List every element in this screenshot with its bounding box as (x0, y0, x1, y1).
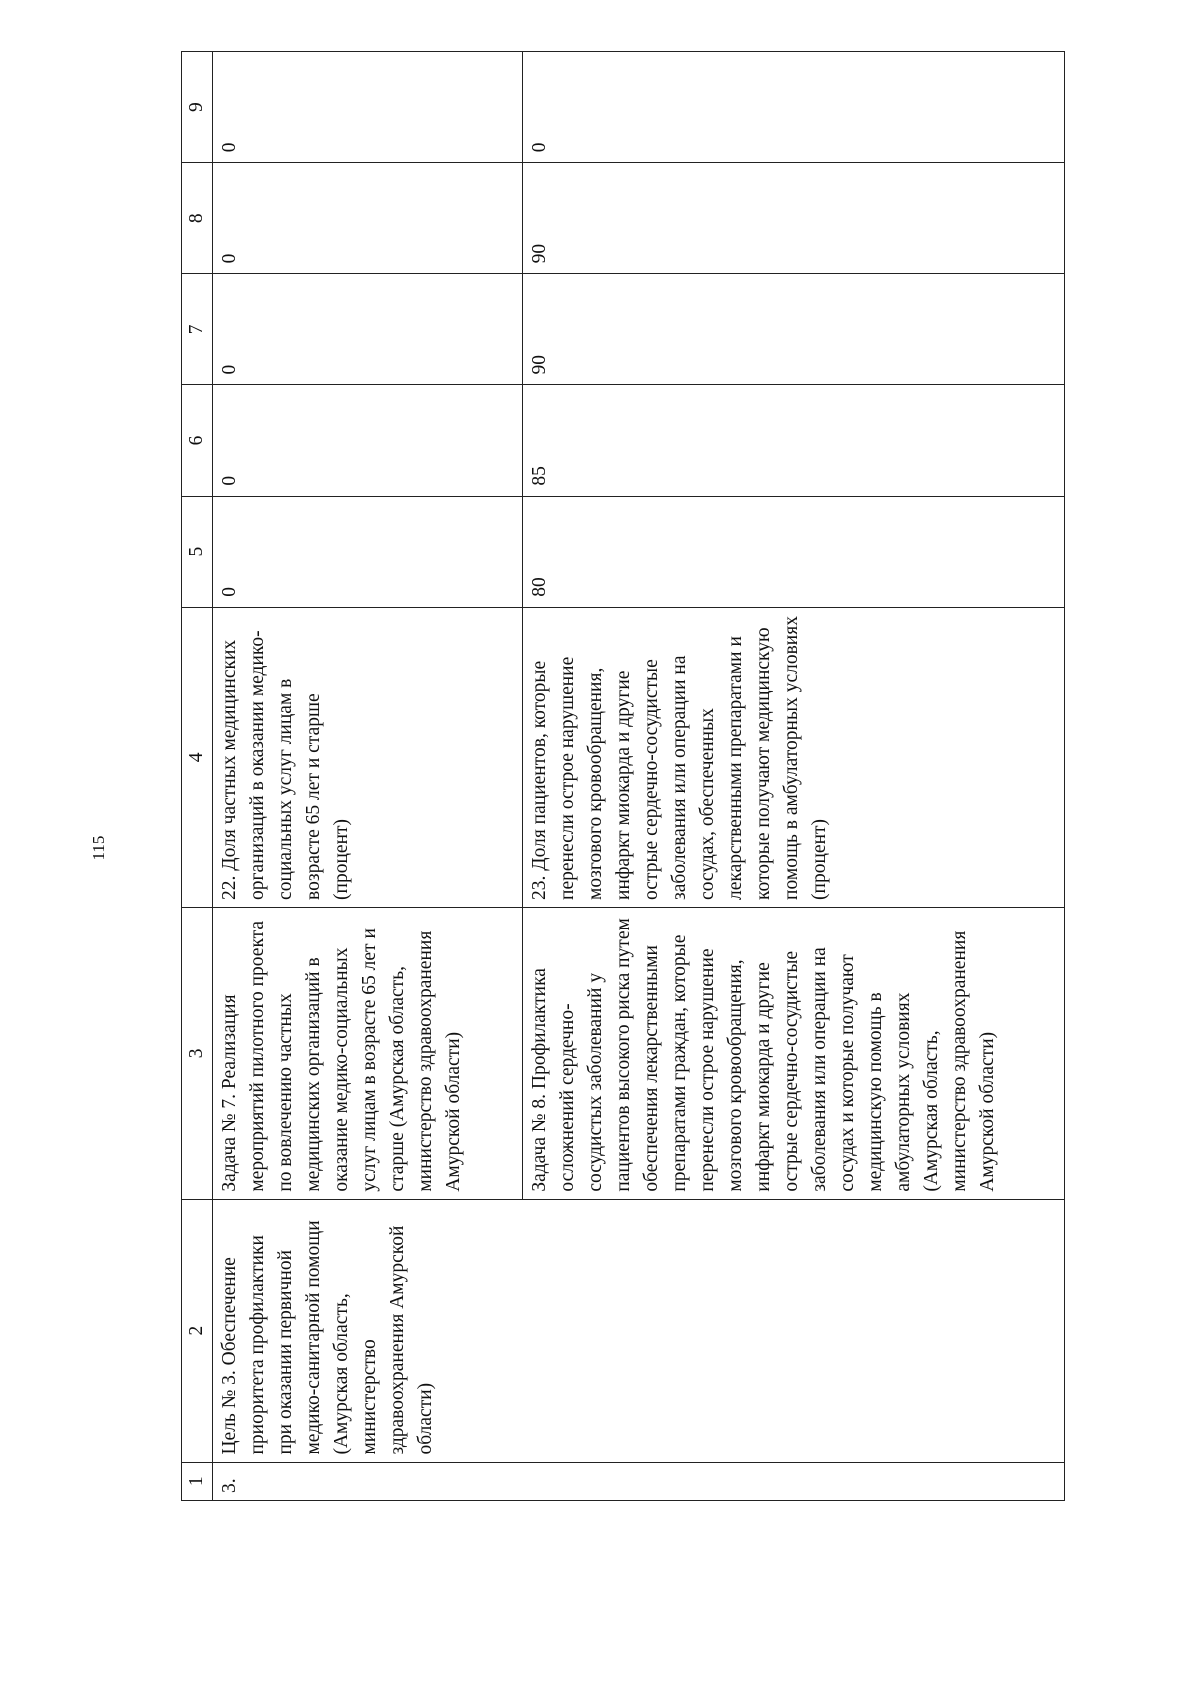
row-number: 3. (213, 1462, 1065, 1500)
col-header-1: 1 (182, 1462, 213, 1500)
indicator-23-cell: 23. Доля пациентов, которые перенесли острое нарушение мозгового кровообращения, инфаркт миокарда и другие острые сердечно-сосудистые заболевания или операции на сосудах, обеспеченных лекарственными препаратами и которые получают медицинскую помощь в амбулаторных условиях (процент) (523, 607, 1065, 907)
task-8-value-col9: 0 (523, 52, 1065, 163)
task-7-value-col6: 0 (213, 385, 523, 496)
col-header-2: 2 (182, 1199, 213, 1462)
col-header-7: 7 (182, 274, 213, 385)
indicator-22-cell: 22. Доля частных медицинских организаций в оказании медико-социальных услуг лицам в возрасте 65 лет и старше (процент) (213, 607, 523, 907)
page-number: 115 (89, 835, 108, 861)
col-header-9: 9 (182, 52, 213, 163)
table-row (213, 52, 523, 1501)
task-7-value-col5: 0 (213, 496, 523, 607)
task-8-value-col8: 90 (523, 163, 1065, 274)
task-7-value-col8: 0 (213, 163, 523, 274)
task-8-value-col5: 80 (523, 496, 1065, 607)
header-row (182, 52, 213, 1501)
task-7-cell: Задача № 7. Реализация мероприятий пилотного проекта по вовлечению частных медицинских организаций в оказание медико-социальных услуг лицам в возрасте 65 лет и старше (Амурская область, министерство здравоохранения Амурской области) (213, 907, 523, 1199)
indicators-table (181, 51, 1065, 1501)
task-8-value-col7: 90 (523, 274, 1065, 385)
task-8-value-col6: 85 (523, 385, 1065, 496)
task-7-value-col9: 0 (213, 52, 523, 163)
rotated-table-container (181, 51, 1065, 1501)
goal-cell: Цель № 3. Обеспечение приоритета профилактики при оказании первичной медико-санитарной помощи (Амурская область, министерство здравоохранения Амурской области) (213, 1199, 1065, 1462)
col-header-3: 3 (182, 907, 213, 1199)
task-8-cell: Задача № 8. Профилактика осложнений сердечно-сосудистых заболеваний у пациентов высокого риска путем обеспечения лекарственными препаратами граждан, которые перенесли острое нарушение мозгового кровообращения, инфаркт миокарда и другие острые сердечно-сосудистые заболевания или операции на сосудах и которые получают медицинскую помощь в амбулаторных условиях (Амурская область, министерство здравоохранения Амурской области) (523, 907, 1065, 1199)
col-header-4: 4 (182, 607, 213, 907)
col-header-8: 8 (182, 163, 213, 274)
col-header-5: 5 (182, 496, 213, 607)
task-7-value-col7: 0 (213, 274, 523, 385)
col-header-6: 6 (182, 385, 213, 496)
